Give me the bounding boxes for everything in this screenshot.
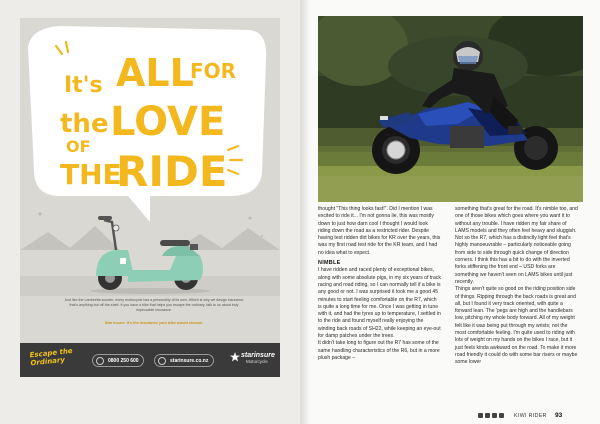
- star-icon: [230, 352, 240, 362]
- phone-number-pill[interactable]: [92, 354, 144, 367]
- article-photo: [318, 16, 583, 202]
- headline-word-5: LOVE: [110, 99, 226, 145]
- article-column-2: [455, 206, 578, 367]
- headline-word-1: It's: [64, 73, 103, 98]
- headline-word-2: ALL: [116, 51, 194, 95]
- article-page: [300, 0, 600, 424]
- page-gutter-shadow: [300, 0, 310, 424]
- article-column-1: [318, 206, 441, 362]
- headline-lettering: [60, 51, 236, 196]
- star-insure-logo: [230, 352, 275, 364]
- magazine-name: KIWI RIDER: [514, 413, 547, 419]
- facebook-icon[interactable]: [478, 413, 483, 418]
- twitter-icon[interactable]: [492, 413, 497, 418]
- hill-shape: [20, 226, 120, 250]
- article-paragraph: It didn't take long to figure out the R7 has some of the same handling characteristics of the R6, but in a more plush package –: [318, 340, 440, 361]
- page-number: 93: [555, 412, 563, 419]
- globe-icon: [158, 357, 166, 365]
- website-url: starinsure.co.nz: [170, 358, 209, 364]
- decor-dots: [39, 213, 264, 238]
- article-subheading: NIMBLE: [318, 260, 341, 267]
- headline-word-7: THE: [60, 158, 122, 191]
- escape-the-ordinary-logo: Escape the Ordinary: [29, 346, 73, 368]
- headline-word-3: FOR: [190, 59, 237, 83]
- website-pill[interactable]: [154, 354, 214, 367]
- advert-tagline: Star Insure. It's the insurance your bike would choose.: [104, 321, 204, 325]
- headline-word-6: OF: [66, 137, 91, 156]
- article-paragraph: something that's great for the road. It's nimble too, and one of those bikes which goes where you want it to without any trouble. I have ridden my fair share of LAMS models and they often feel heavy and sluggish. Not so the R7, which has a distinctly light feel that's highly manoeuvrable – particularly noticeable going from side to side through quick change of direction corners. I think this has a bit to do with the inverted forks stiffening the front end – USD forks are something we haven't seen on LAMS bikes until just recently.: [455, 206, 578, 285]
- headline-word-8: RIDE: [116, 147, 228, 196]
- article-paragraph: thought "This thing looks fast!". Did I mention I was excited to ride it... I'm not gonna lie, this was mostly down to just how darn cool I thought I would look riding down the road as a restricted rider. Despite having test ridden dirt bikes for KR over the years, this was my first road test ride for the KR team, and I had no idea what to expect.: [318, 206, 441, 256]
- phone-icon: [96, 357, 104, 365]
- brand-name: starinsure: [241, 352, 275, 359]
- brand-subtitle: Motorcycle: [246, 359, 268, 364]
- advert-contact-bar: [20, 343, 280, 377]
- instagram-icon[interactable]: [485, 413, 490, 418]
- youtube-icon[interactable]: [499, 413, 504, 418]
- phone-number: 0800 250 600: [108, 358, 139, 364]
- page-footer: [478, 413, 588, 421]
- headline-word-4: the: [60, 109, 109, 139]
- article-paragraph: Things aren't quite so good on the riding position side of things. Ripping through the back roads is great and all, but I found it very track oriented, with quite a forward lean. The 'pegs are high and the handlebars low, pitching my whole body forward. All of my weight felt like it was being put through my wrists; not the most comfortable feeling. I'm quite used to riding with lots of weight on my hands on the bikes I race, but it just feels kinda awkward on the road. To make it more road friendly it could do with some bar risers or maybe some lower: [455, 286, 578, 366]
- rider-on-motorcycle-photo: [318, 16, 583, 202]
- advert-caption: Just like the Lambretta scooter, every motorcycle has a personality of its own. Which is why we design insurance that's anything but off-the-shelf. If you have a bike that helps you escape the ordinary, talk to us about truly impeccable insurance.: [64, 298, 244, 312]
- article-paragraph: I have ridden and raced plenty of exceptional bikes, along with some absolute pigs, in my six years of track racing and road riding, so I can normally tell if a bike is any good or not. I was surprised it took me a good 45 minutes to start feeling comfortable on the R7, which is quite a long time for me. Once I was getting in tune with it, and had the tyres up to temperature, I settled in to the ride and found myself really enjoying the winding back roads of SH22, while keeping an eye-out for damp patches under the trees.: [318, 267, 441, 340]
